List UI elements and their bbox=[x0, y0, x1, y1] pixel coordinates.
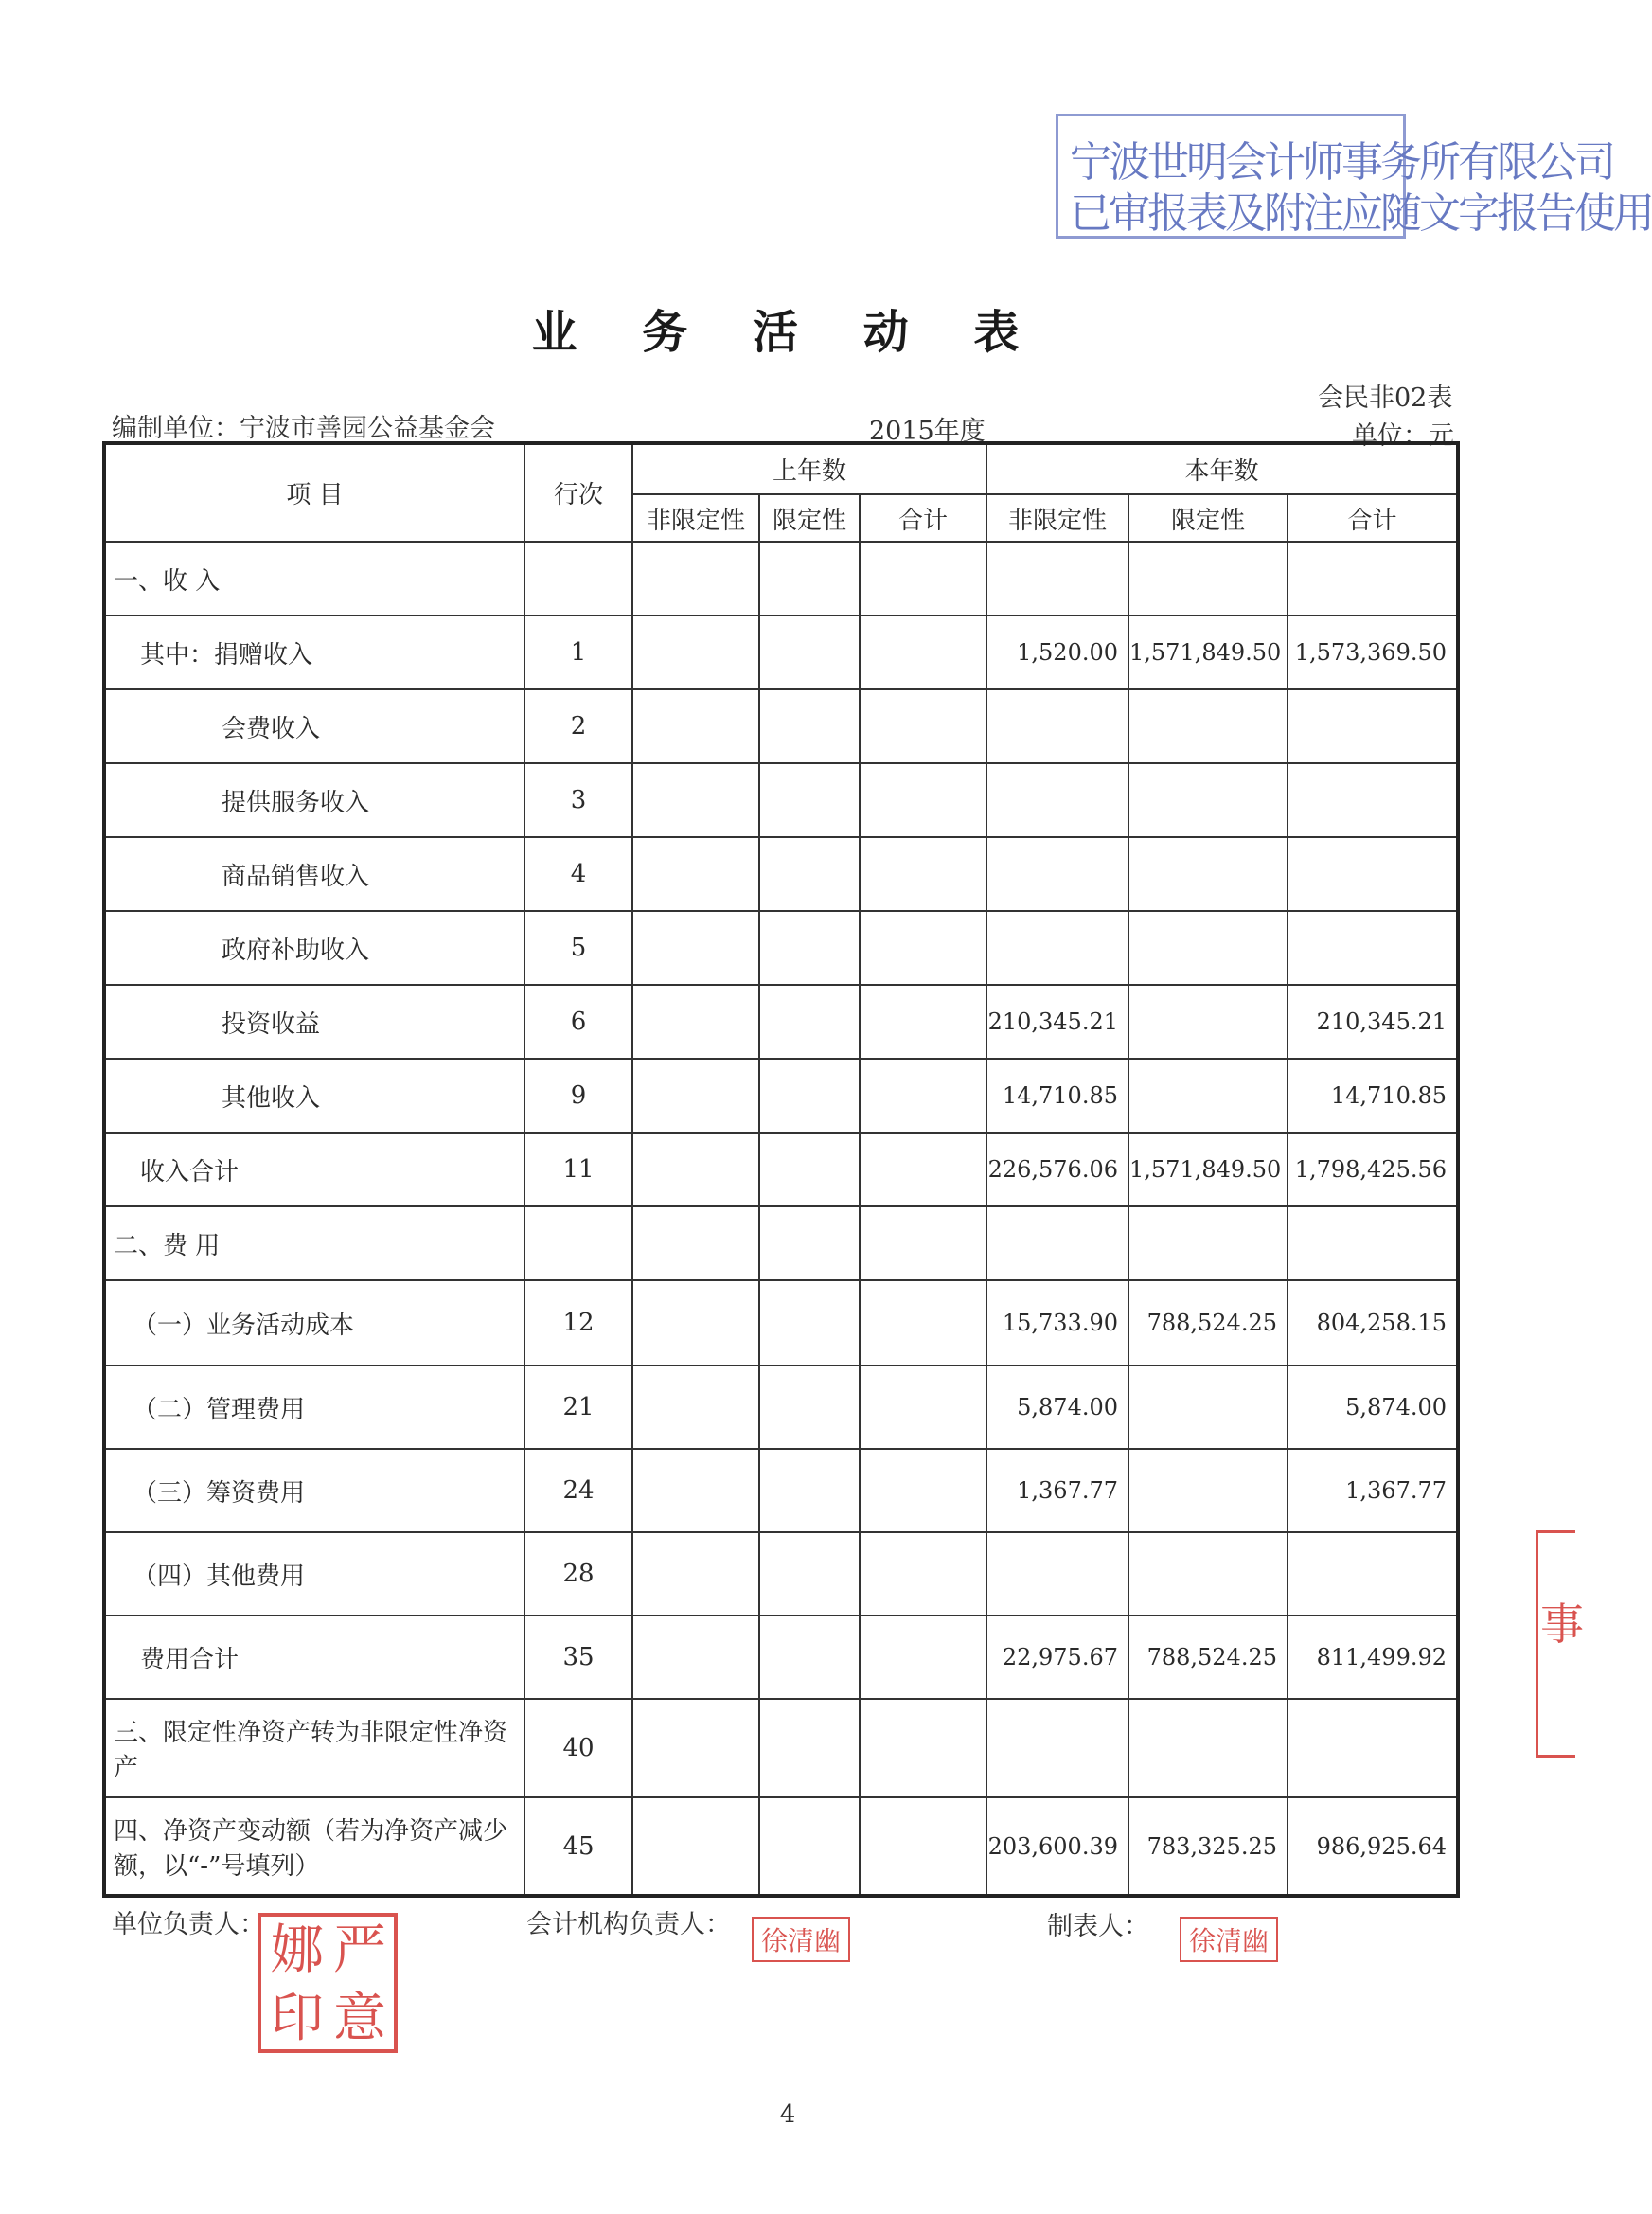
row-item-label: 提供服务收入 bbox=[104, 763, 524, 837]
prior-restricted-cell bbox=[759, 616, 860, 689]
current-restricted-cell bbox=[1128, 1449, 1288, 1532]
header-prior-unrestricted: 非限定性 bbox=[632, 494, 759, 542]
header-prior-restricted: 限定性 bbox=[759, 494, 860, 542]
row-number: 28 bbox=[524, 1532, 632, 1616]
table-row bbox=[104, 837, 1458, 911]
row-item-label: 收入合计 bbox=[104, 1133, 524, 1206]
current-restricted-cell: 1,571,849.50 bbox=[1128, 1133, 1288, 1206]
reporting-unit: 编制单位：宁波市善园公益基金会 bbox=[112, 414, 495, 443]
current-total-cell bbox=[1288, 542, 1458, 616]
prior-unrestricted-cell bbox=[632, 1699, 759, 1797]
row-item-label: 商品销售收入 bbox=[104, 837, 524, 911]
current-unrestricted-cell bbox=[986, 763, 1128, 837]
prior-restricted-cell bbox=[759, 542, 860, 616]
row-item-label: （一）业务活动成本 bbox=[104, 1280, 524, 1366]
prior-restricted-cell bbox=[759, 1616, 860, 1699]
unit-head-label: 单位负责人： bbox=[112, 1910, 265, 1939]
row-number: 11 bbox=[524, 1133, 632, 1206]
table-body bbox=[104, 542, 1458, 1896]
current-total-cell bbox=[1288, 911, 1458, 985]
prior-total-cell bbox=[860, 1449, 986, 1532]
prior-unrestricted-cell bbox=[632, 763, 759, 837]
table-row bbox=[104, 1133, 1458, 1206]
current-restricted-cell bbox=[1128, 1699, 1288, 1797]
prior-unrestricted-cell bbox=[632, 1797, 759, 1896]
row-item-label: 其他收入 bbox=[104, 1059, 524, 1133]
prior-unrestricted-cell bbox=[632, 1449, 759, 1532]
current-total-cell bbox=[1288, 689, 1458, 763]
current-total-cell bbox=[1288, 1206, 1458, 1280]
prior-restricted-cell bbox=[759, 689, 860, 763]
current-restricted-cell bbox=[1128, 542, 1288, 616]
prior-total-cell bbox=[860, 1206, 986, 1280]
table-row bbox=[104, 1616, 1458, 1699]
current-restricted-cell: 1,571,849.50 bbox=[1128, 616, 1288, 689]
prior-unrestricted-cell bbox=[632, 616, 759, 689]
header-prior-total: 合计 bbox=[860, 494, 986, 542]
current-total-cell bbox=[1288, 837, 1458, 911]
page-number: 4 bbox=[779, 2100, 796, 2129]
prior-unrestricted-cell bbox=[632, 1532, 759, 1616]
seal-char: 印 bbox=[271, 1988, 324, 2049]
accounting-head-stamp: 徐清幽 bbox=[752, 1917, 850, 1962]
row-item-label: 四、净资产变动额（若为净资产减少额，以“-”号填列） bbox=[104, 1797, 524, 1896]
current-total-cell: 986,925.64 bbox=[1288, 1797, 1458, 1896]
prior-restricted-cell bbox=[759, 1280, 860, 1366]
prior-total-cell bbox=[860, 689, 986, 763]
row-item-label: 其中：捐赠收入 bbox=[104, 616, 524, 689]
prior-unrestricted-cell bbox=[632, 689, 759, 763]
table-row bbox=[104, 1059, 1458, 1133]
table-row bbox=[104, 1699, 1458, 1797]
row-number: 35 bbox=[524, 1616, 632, 1699]
current-unrestricted-cell bbox=[986, 1532, 1128, 1616]
activity-statement-table bbox=[102, 441, 1460, 1898]
table-row bbox=[104, 1206, 1458, 1280]
row-item-label: 政府补助收入 bbox=[104, 911, 524, 985]
table-row bbox=[104, 1280, 1458, 1366]
row-number: 24 bbox=[524, 1449, 632, 1532]
prior-total-cell bbox=[860, 1532, 986, 1616]
table-row bbox=[104, 763, 1458, 837]
current-total-cell bbox=[1288, 1699, 1458, 1797]
personal-seal bbox=[258, 1913, 398, 2053]
row-number: 9 bbox=[524, 1059, 632, 1133]
prior-total-cell bbox=[860, 911, 986, 985]
row-item-label: 一、收 入 bbox=[104, 542, 524, 616]
row-number bbox=[524, 1206, 632, 1280]
prior-restricted-cell bbox=[759, 1206, 860, 1280]
current-unrestricted-cell: 14,710.85 bbox=[986, 1059, 1128, 1133]
currency-unit: 单位：元 bbox=[1352, 421, 1454, 451]
row-item-label: 二、费 用 bbox=[104, 1206, 524, 1280]
prior-restricted-cell bbox=[759, 1059, 860, 1133]
prior-unrestricted-cell bbox=[632, 1059, 759, 1133]
header-current-total: 合计 bbox=[1288, 494, 1458, 542]
form-code: 会民非02表 bbox=[1318, 384, 1453, 413]
prior-unrestricted-cell bbox=[632, 985, 759, 1059]
current-restricted-cell bbox=[1128, 763, 1288, 837]
auditor-stamp-line2: 已审报表及附注应随文字报告使用 bbox=[1070, 189, 1652, 238]
prior-total-cell bbox=[860, 837, 986, 911]
current-restricted-cell: 788,524.25 bbox=[1128, 1616, 1288, 1699]
current-total-cell bbox=[1288, 1532, 1458, 1616]
row-number bbox=[524, 542, 632, 616]
prior-total-cell bbox=[860, 1797, 986, 1896]
current-restricted-cell: 788,524.25 bbox=[1128, 1280, 1288, 1366]
prior-total-cell bbox=[860, 1366, 986, 1449]
table-row bbox=[104, 911, 1458, 985]
current-unrestricted-cell bbox=[986, 1699, 1128, 1797]
row-number: 21 bbox=[524, 1366, 632, 1449]
current-total-cell: 1,573,369.50 bbox=[1288, 616, 1458, 689]
current-unrestricted-cell: 203,600.39 bbox=[986, 1797, 1128, 1896]
current-restricted-cell bbox=[1128, 1366, 1288, 1449]
table-row bbox=[104, 985, 1458, 1059]
seal-char: 娜 bbox=[271, 1919, 324, 1981]
table-row bbox=[104, 689, 1458, 763]
row-number: 4 bbox=[524, 837, 632, 911]
current-unrestricted-cell: 22,975.67 bbox=[986, 1616, 1128, 1699]
prior-unrestricted-cell bbox=[632, 911, 759, 985]
prior-restricted-cell bbox=[759, 985, 860, 1059]
row-item-label: 三、限定性净资产转为非限定性净资产 bbox=[104, 1699, 524, 1797]
current-unrestricted-cell bbox=[986, 689, 1128, 763]
current-total-cell: 1,367.77 bbox=[1288, 1449, 1458, 1532]
table-row bbox=[104, 542, 1458, 616]
page-title: 业 务 活 动 表 bbox=[531, 306, 1044, 359]
header-prior-year: 上年数 bbox=[632, 443, 986, 494]
prior-unrestricted-cell bbox=[632, 1616, 759, 1699]
prior-restricted-cell bbox=[759, 1532, 860, 1616]
prior-total-cell bbox=[860, 1133, 986, 1206]
current-restricted-cell bbox=[1128, 1532, 1288, 1616]
edge-seal-fragment bbox=[1536, 1530, 1584, 1758]
row-item-label: （三）筹资费用 bbox=[104, 1449, 524, 1532]
prior-restricted-cell bbox=[759, 1366, 860, 1449]
prior-total-cell bbox=[860, 1059, 986, 1133]
accounting-head-label: 会计机构负责人： bbox=[526, 1910, 731, 1939]
row-item-label: （二）管理费用 bbox=[104, 1366, 524, 1449]
row-number: 1 bbox=[524, 616, 632, 689]
current-unrestricted-cell: 226,576.06 bbox=[986, 1133, 1128, 1206]
prior-restricted-cell bbox=[759, 1699, 860, 1797]
current-unrestricted-cell: 15,733.90 bbox=[986, 1280, 1128, 1366]
current-restricted-cell bbox=[1128, 1059, 1288, 1133]
row-number: 2 bbox=[524, 689, 632, 763]
row-item-label: 费用合计 bbox=[104, 1616, 524, 1699]
header-item: 项 目 bbox=[104, 443, 524, 542]
seal-char: 意 bbox=[333, 1988, 386, 2049]
current-total-cell: 804,258.15 bbox=[1288, 1280, 1458, 1366]
prior-unrestricted-cell bbox=[632, 1133, 759, 1206]
prior-total-cell bbox=[860, 985, 986, 1059]
row-number: 5 bbox=[524, 911, 632, 985]
auditor-stamp-line1: 宁波世明会计师事务所有限公司 bbox=[1070, 138, 1613, 187]
table-row bbox=[104, 616, 1458, 689]
header-current-year: 本年数 bbox=[986, 443, 1458, 494]
prior-unrestricted-cell bbox=[632, 542, 759, 616]
prior-total-cell bbox=[860, 1616, 986, 1699]
row-number: 3 bbox=[524, 763, 632, 837]
current-total-cell: 1,798,425.56 bbox=[1288, 1133, 1458, 1206]
current-total-cell bbox=[1288, 763, 1458, 837]
current-unrestricted-cell bbox=[986, 1206, 1128, 1280]
preparer-label: 制表人： bbox=[1047, 1912, 1149, 1941]
header-row-no: 行次 bbox=[524, 443, 632, 542]
header-current-restricted: 限定性 bbox=[1128, 494, 1288, 542]
current-restricted-cell bbox=[1128, 837, 1288, 911]
current-restricted-cell bbox=[1128, 985, 1288, 1059]
current-restricted-cell bbox=[1128, 911, 1288, 985]
seal-char: 严 bbox=[333, 1919, 386, 1981]
auditor-stamp bbox=[1056, 114, 1652, 239]
prior-restricted-cell bbox=[759, 763, 860, 837]
current-unrestricted-cell: 210,345.21 bbox=[986, 985, 1128, 1059]
row-number: 6 bbox=[524, 985, 632, 1059]
row-item-label: 会费收入 bbox=[104, 689, 524, 763]
table-row bbox=[104, 1797, 1458, 1896]
prior-total-cell bbox=[860, 542, 986, 616]
prior-restricted-cell bbox=[759, 837, 860, 911]
current-unrestricted-cell: 1,520.00 bbox=[986, 616, 1128, 689]
prior-restricted-cell bbox=[759, 911, 860, 985]
report-year: 2015年度 bbox=[869, 417, 986, 446]
table-row bbox=[104, 1449, 1458, 1532]
current-unrestricted-cell: 1,367.77 bbox=[986, 1449, 1128, 1532]
edge-seal-char: 事 bbox=[1540, 1598, 1584, 1650]
current-unrestricted-cell bbox=[986, 542, 1128, 616]
prior-unrestricted-cell bbox=[632, 1366, 759, 1449]
current-total-cell: 14,710.85 bbox=[1288, 1059, 1458, 1133]
current-total-cell: 210,345.21 bbox=[1288, 985, 1458, 1059]
current-unrestricted-cell bbox=[986, 911, 1128, 985]
preparer-stamp: 徐清幽 bbox=[1180, 1917, 1278, 1962]
prior-total-cell bbox=[860, 616, 986, 689]
row-item-label: 投资收益 bbox=[104, 985, 524, 1059]
current-restricted-cell bbox=[1128, 689, 1288, 763]
header-current-unrestricted: 非限定性 bbox=[986, 494, 1128, 542]
table-row bbox=[104, 1532, 1458, 1616]
row-number: 45 bbox=[524, 1797, 632, 1896]
row-item-label: （四）其他费用 bbox=[104, 1532, 524, 1616]
current-unrestricted-cell bbox=[986, 837, 1128, 911]
current-total-cell: 5,874.00 bbox=[1288, 1366, 1458, 1449]
current-restricted-cell bbox=[1128, 1206, 1288, 1280]
prior-restricted-cell bbox=[759, 1797, 860, 1896]
prior-restricted-cell bbox=[759, 1449, 860, 1532]
current-restricted-cell: 783,325.25 bbox=[1128, 1797, 1288, 1896]
row-number: 40 bbox=[524, 1699, 632, 1797]
table-row bbox=[104, 1366, 1458, 1449]
prior-total-cell bbox=[860, 1699, 986, 1797]
row-number: 12 bbox=[524, 1280, 632, 1366]
prior-unrestricted-cell bbox=[632, 1280, 759, 1366]
prior-total-cell bbox=[860, 1280, 986, 1366]
prior-unrestricted-cell bbox=[632, 837, 759, 911]
prior-total-cell bbox=[860, 763, 986, 837]
prior-restricted-cell bbox=[759, 1133, 860, 1206]
prior-unrestricted-cell bbox=[632, 1206, 759, 1280]
current-total-cell: 811,499.92 bbox=[1288, 1616, 1458, 1699]
current-unrestricted-cell: 5,874.00 bbox=[986, 1366, 1128, 1449]
